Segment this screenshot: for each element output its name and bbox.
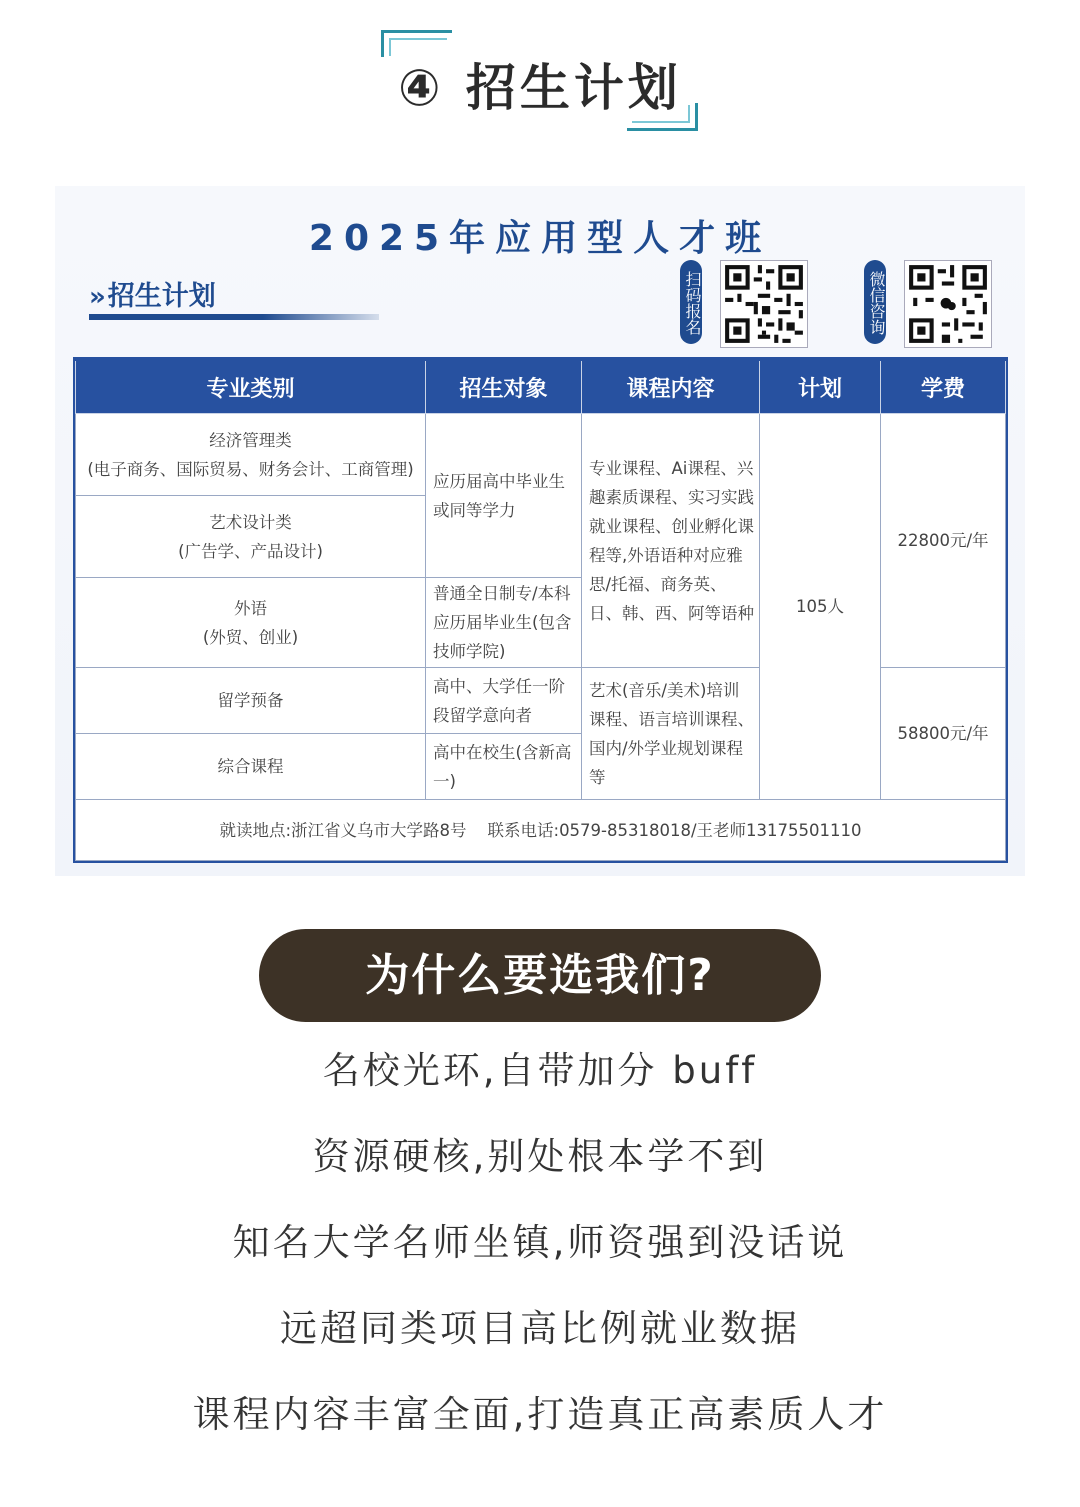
reason-item: 课程内容丰富全面,打造真正高素质人才 [192,1393,888,1436]
enrollment-poster [55,186,1025,876]
double-chevron-icon: » [89,282,106,312]
plan-label-text: 招生计划 [107,281,216,312]
category-name: 艺术设计类 [209,512,292,532]
section-title: ④ 招生计划 [398,59,682,117]
category-name: 外语 [234,598,267,618]
category-cell [76,414,426,496]
category-subjects: (广告学、产品设计) [178,541,323,561]
enrollment-plan-table [75,359,1006,861]
column-header: 计划 [760,360,881,414]
plan-cell: 105人 [760,414,881,800]
fee-cell: 58800元/年 [881,668,1006,800]
fee-cell: 22800元/年 [881,414,1006,668]
plan-underline [89,314,379,320]
table-row [76,414,1006,496]
table-header-row [76,360,1006,414]
section-header [0,0,1080,150]
qr-code-icon [721,261,807,347]
reason-item: 资源硬核,别处根本学不到 [312,1135,768,1178]
category-cell [76,734,426,800]
reason-item: 知名大学名师坐镇,师资强到没话说 [232,1221,848,1264]
reason-item: 名校光环,自带加分 buff [322,1049,758,1092]
table-footer-row [76,800,1006,861]
why-choose-us-title: 为什么要选我们? [259,929,821,1022]
category-subjects: (外贸、创业) [202,627,299,647]
plan-label [89,274,216,313]
target-cell: 应历届高中毕业生或同等学力 [426,414,582,578]
poster-title: 2025年应用型人才班 [308,218,772,259]
category-name: 留学预备 [217,691,284,710]
category-name: 经济管理类 [209,430,292,450]
column-header: 学费 [881,360,1006,414]
category-cell [76,578,426,668]
column-header: 课程内容 [582,360,760,414]
category-subjects: (电子商务、国际贸易、财务会计、工商管理) [87,459,414,479]
category-name: 综合课程 [217,757,284,776]
target-cell: 高中、大学任一阶段留学意向者 [426,668,582,734]
scan-signup-tag: 扫码报名 [680,260,702,344]
category-cell [76,496,426,578]
signup-qr-code[interactable] [720,260,808,348]
column-header: 招生对象 [426,360,582,414]
target-cell: 高中在校生(含新高一) [426,734,582,800]
category-cell [76,668,426,734]
contact-info: 就读地点:浙江省义乌市大学路8号 联系电话:0579-85318018/王老师13175501110 [76,800,1006,861]
qr-code-icon [905,261,991,347]
content-cell: 艺术(音乐/美术)培训课程、语言培训课程、国内/外学业规划课程等 [582,668,760,800]
column-header: 专业类别 [76,360,426,414]
wechat-consult-tag: 微信咨询 [864,260,886,344]
content-cell: 专业课程、Ai课程、兴趣素质课程、实习实践就业课程、创业孵化课程等,外语语种对应雅思/托福、商务英、日、韩、西、阿等语种 [582,414,760,668]
corner-decoration-bottom-right [630,106,698,131]
wechat-qr-code[interactable] [904,260,992,348]
target-cell: 普通全日制专/本科应历届毕业生(包含技师学院) [426,578,582,668]
reason-item: 远超同类项目高比例就业数据 [280,1307,800,1350]
